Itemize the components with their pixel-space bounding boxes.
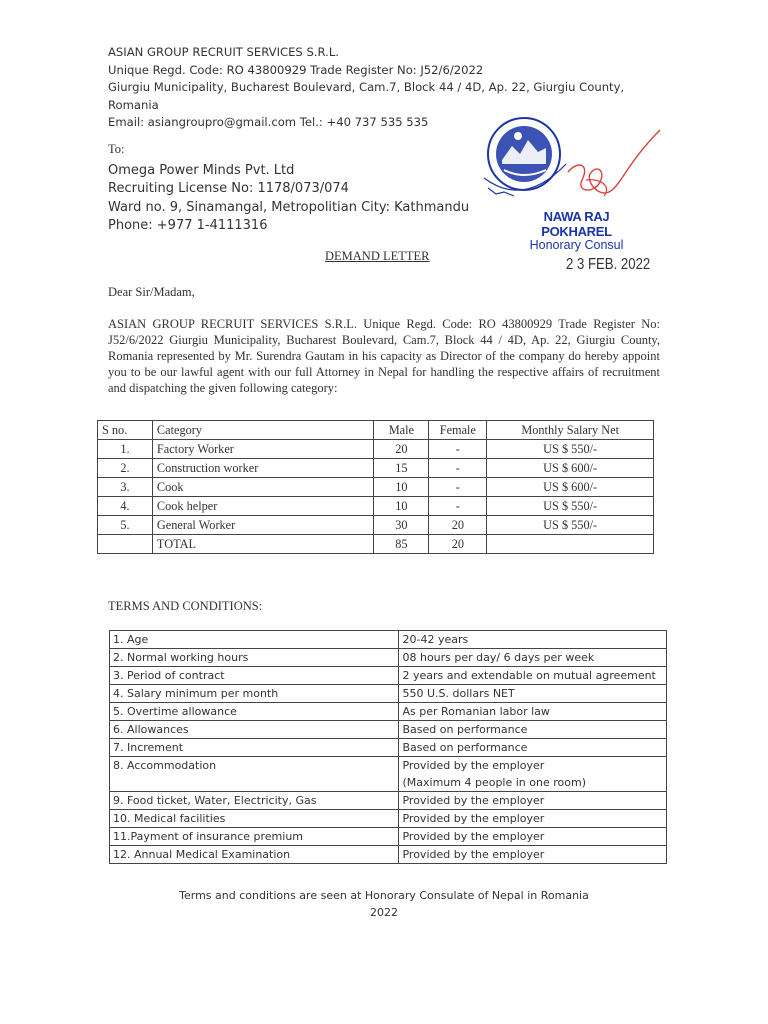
table-row: [98, 459, 654, 478]
term-value: Provided by the employer: [399, 828, 667, 846]
company-name: ASIAN GROUP RECRUIT SERVICES S.R.L.: [108, 45, 339, 59]
terms-row: [110, 667, 667, 685]
cell-sno: 4.: [98, 497, 153, 516]
cell-sno: 5.: [98, 516, 153, 535]
term-label: 2. Normal working hours: [110, 649, 399, 667]
cell-male: 15: [374, 459, 429, 478]
term-value: 20-42 years: [399, 631, 667, 649]
terms-row: [110, 792, 667, 810]
cell-category: General Worker: [152, 516, 374, 535]
consul-name: NAWA RAJ POKHAREL: [541, 209, 612, 239]
term-label: 10. Medical facilities: [110, 810, 399, 828]
cell-category: Construction worker: [152, 459, 374, 478]
cell-category: Cook helper: [152, 497, 374, 516]
term-label: 6. Allowances: [110, 721, 399, 739]
total-cell-male: 85: [374, 535, 429, 554]
terms-row: [110, 721, 667, 739]
cell-salary: US $ 550/-: [487, 516, 654, 535]
total-cell-salary: [487, 535, 654, 554]
cell-sno: 3.: [98, 478, 153, 497]
term-label: 9. Food ticket, Water, Electricity, Gas: [110, 792, 399, 810]
cell-female: -: [429, 497, 487, 516]
cell-female: 20: [429, 516, 487, 535]
company-regd: Unique Regd. Code: RO 43800929 Trade Register No: J52/6/2022: [108, 62, 484, 77]
terms-row: [110, 649, 667, 667]
term-value: 08 hours per day/ 6 days per week: [399, 649, 667, 667]
consul-title: Honorary Consul: [529, 238, 624, 252]
term-label: 7. Increment: [110, 739, 399, 757]
table-row: [98, 440, 654, 459]
terms-heading: TERMS AND CONDITIONS:: [108, 599, 263, 613]
terms-row: [110, 757, 667, 792]
table-row: [98, 516, 654, 535]
term-value: Based on performance: [399, 739, 667, 757]
footer-line-1: Terms and conditions are seen at Honorary Consulate of Nepal in Romania: [179, 889, 589, 902]
term-value: As per Romanian labor law: [399, 703, 667, 721]
cell-sno: 2.: [98, 459, 153, 478]
header-male: Male: [374, 421, 429, 440]
cell-salary: US $ 600/-: [487, 478, 654, 497]
terms-row: [110, 703, 667, 721]
term-value: 2 years and extendable on mutual agreement: [399, 667, 667, 685]
cell-male: 30: [374, 516, 429, 535]
header-sno: S no.: [98, 421, 153, 440]
terms-row: [110, 828, 667, 846]
header-salary: Monthly Salary Net: [487, 421, 654, 440]
document-title: DEMAND LETTER: [325, 249, 430, 263]
salutation: Dear Sir/Madam,: [108, 285, 195, 299]
terms-row: [110, 846, 667, 864]
header-category: Category: [152, 421, 374, 440]
category-table-header: [98, 421, 654, 440]
terms-table: [109, 630, 667, 864]
cell-salary: US $ 550/-: [487, 497, 654, 516]
company-address: Giurgiu Municipality, Bucharest Boulevard, Cam.7, Block 44 / 4D, Ap. 22, Giurgiu County,: [108, 80, 625, 95]
term-label: 8. Accommodation: [110, 757, 399, 792]
cell-category: Cook: [152, 478, 374, 497]
cell-category: Factory Worker: [152, 440, 374, 459]
total-cell-female: 20: [429, 535, 487, 554]
recipient-label: To:: [108, 142, 125, 156]
footer-year: 2022: [370, 906, 398, 919]
letter-body: ASIAN GROUP RECRUIT SERVICES S.R.L. Unique Regd. Code: RO 43800929 Trade Register No: J52/6/2022 Giurgiu Municipality, Bucharest Boulevard, Cam.7, Block 44 / 4D, Ap. 22, Giurgiu County, Romania represented by Mr. Surendra Gautam in his capacity as Director of the company do hereby appoint you to be our lawful agent with our full Attorney in Nepal for handling the respective affairs of recruitment and dispatching the given following category:: [108, 317, 660, 395]
company-country: Romania: [108, 97, 159, 112]
term-label: 12. Annual Medical Examination: [110, 846, 399, 864]
recipient-name: Omega Power Minds Pvt. Ltd: [108, 163, 295, 178]
recipient-block: [108, 142, 469, 236]
consul-stamp: [509, 209, 644, 252]
terms-row: [110, 631, 667, 649]
cell-salary: US $ 550/-: [487, 440, 654, 459]
cell-salary: US $ 600/-: [487, 459, 654, 478]
term-value: Based on performance: [399, 721, 667, 739]
recipient-phone: Phone: +977 1-4111316: [108, 218, 268, 234]
date-stamp: 2 3 FEB. 2022: [566, 256, 651, 273]
terms-row: [110, 739, 667, 757]
header-female: Female: [429, 421, 487, 440]
table-row: [98, 478, 654, 497]
cell-sno: 1.: [98, 440, 153, 459]
cell-female: -: [429, 478, 487, 497]
cell-female: -: [429, 459, 487, 478]
term-value: Provided by the employer: [399, 810, 667, 828]
term-label: 5. Overtime allowance: [110, 703, 399, 721]
total-cell-sno: [98, 535, 153, 554]
table-row: [98, 497, 654, 516]
company-contact: Email: asiangroupro@gmail.com Tel.: +40 737 535 535: [108, 115, 429, 130]
term-label: 4. Salary minimum per month: [110, 685, 399, 703]
cell-male: 10: [374, 497, 429, 516]
cell-female: -: [429, 440, 487, 459]
term-label: 11.Payment of insurance premium: [110, 828, 399, 846]
terms-row: [110, 810, 667, 828]
term-label: 3. Period of contract: [110, 667, 399, 685]
total-cell-category: TOTAL: [152, 535, 374, 554]
category-table: [97, 420, 654, 554]
cell-male: 20: [374, 440, 429, 459]
recipient-license: Recruiting License No: 1178/073/074: [108, 181, 349, 197]
total-row: [98, 535, 654, 554]
term-value: Provided by the employer: [399, 792, 667, 810]
cell-male: 10: [374, 478, 429, 497]
terms-row: [110, 685, 667, 703]
footer-note: [0, 887, 768, 921]
term-value: Provided by the employer: [399, 846, 667, 864]
term-value: 550 U.S. dollars NET: [399, 685, 667, 703]
signature-icon: [560, 120, 670, 220]
term-value: Provided by the employer (Maximum 4 people in one room): [399, 757, 667, 792]
term-label: 1. Age: [110, 631, 399, 649]
recipient-address: Ward no. 9, Sinamangal, Metropolitian City: Kathmandu: [108, 199, 470, 215]
